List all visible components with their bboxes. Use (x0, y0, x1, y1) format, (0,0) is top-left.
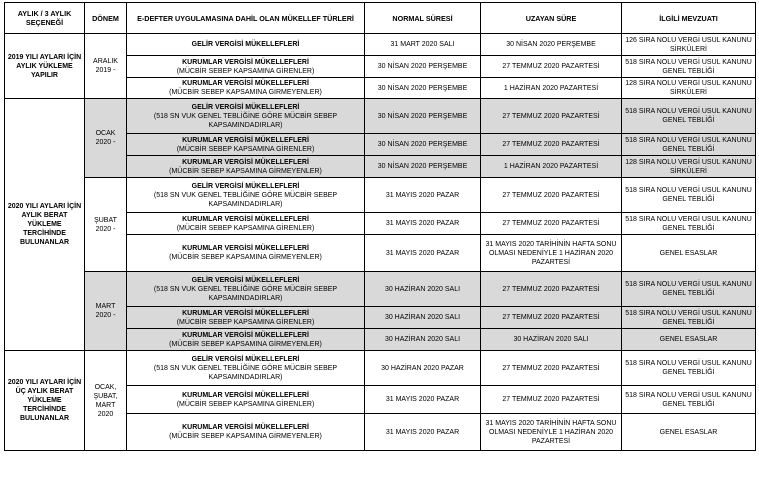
type-kurumlar: KURUMLAR VERGİSİ MÜKELLEFLERİ (182, 158, 309, 166)
legislation: 128 SIRA NOLU VERGİ USUL KANUNU SİRKÜLERİ (622, 78, 756, 99)
extended-date: 27 TEMMUZ 2020 PAZARTESİ (481, 178, 622, 213)
extended-date: 30 HAZİRAN 2020 SALI (481, 329, 622, 351)
type-note: (MÜCBİR SEBEP KAPSAMINA GİRENLER) (176, 67, 315, 75)
type-note: (518 SN VUK GENEL TEBLİĞİNE GÖRE MÜCBİR SEBEP (153, 285, 338, 293)
type-kurumlar: KURUMLAR VERGİSİ MÜKELLEFLERİ (182, 331, 309, 339)
type-kurumlar-cell (127, 78, 365, 99)
type-kurumlar-cell (127, 134, 365, 156)
legislation: 518 SIRA NOLU VERGİ USUL KANUNU GENEL TEBLİĞİ (622, 272, 756, 307)
extended-date: 27 TEMMUZ 2020 PAZARTESİ (481, 99, 622, 134)
normal-date: 30 NİSAN 2020 PERŞEMBE (365, 56, 481, 78)
type-kurumlar-cell (127, 307, 365, 329)
type-kurumlar-cell (127, 56, 365, 78)
table-row (5, 34, 756, 56)
header-secenek: AYLIK / 3 AYLIK SEÇENEĞİ (5, 3, 85, 34)
period-mart: MART 2020 - (85, 272, 127, 351)
normal-date: 30 HAZİRAN 2020 SALI (365, 307, 481, 329)
type-kurumlar-cell (127, 235, 365, 272)
type-note: (518 SN VUK GENEL TEBLİĞİNE GÖRE MÜCBİR SEBEP (153, 112, 338, 120)
legislation: 518 SIRA NOLU VERGİ USUL KANUNU GENEL TEBLİĞİ (622, 134, 756, 156)
type-gelir: GELİR VERGİSİ MÜKELLEFLERİ (191, 355, 300, 363)
table-row (5, 178, 756, 213)
type-note: (MÜCBİR SEBEP KAPSAMINA GİRENLER) (176, 400, 315, 408)
type-note: KAPSAMINDADIRLAR) (208, 200, 283, 208)
normal-date: 31 MAYIS 2020 PAZAR (365, 414, 481, 451)
type-note: (MÜCBİR SEBEP KAPSAMINA GİRMEYENLER) (169, 167, 322, 175)
normal-date: 31 MAYIS 2020 PAZAR (365, 235, 481, 272)
type-kurumlar-cell (127, 386, 365, 414)
type-note: (518 SN VUK GENEL TEBLİĞİNE GÖRE MÜCBİR SEBEP (153, 364, 338, 372)
legislation: 518 SIRA NOLU VERGİ USUL KANUNU GENEL TEBLİĞİ (622, 307, 756, 329)
type-kurumlar-cell (127, 213, 365, 235)
type-kurumlar: KURUMLAR VERGİSİ MÜKELLEFLERİ (182, 391, 309, 399)
type-kurumlar: KURUMLAR VERGİSİ MÜKELLEFLERİ (182, 245, 309, 252)
normal-date: 31 MAYIS 2020 PAZAR (365, 386, 481, 414)
extended-date: 27 TEMMUZ 2020 PAZARTESİ (481, 272, 622, 307)
normal-date: 30 NİSAN 2020 PERŞEMBE (365, 78, 481, 99)
type-kurumlar: KURUMLAR VERGİSİ MÜKELLEFLERİ (182, 136, 309, 144)
legislation: 518 SIRA NOLU VERGİ USUL KANUNU GENEL TEBLİĞİ (622, 99, 756, 134)
group-2020-uc-aylik: 2020 YILI AYLARI İÇİN ÜÇ AYLIK BERAT YÜKLEME TERCİHİNDE BULUNANLAR (5, 351, 85, 451)
type-kurumlar: KURUMLAR VERGİSİ MÜKELLEFLERİ (182, 215, 309, 223)
legislation: 128 SIRA NOLU VERGİ USUL KANUNU SİRKÜLERİ (622, 156, 756, 178)
type-note: (MÜCBİR SEBEP KAPSAMINA GİRMEYENLER) (169, 89, 322, 96)
extended-date: 27 TEMMUZ 2020 PAZARTESİ (481, 134, 622, 156)
extended-date: 27 TEMMUZ 2020 PAZARTESİ (481, 351, 622, 386)
group-2019: 2019 YILI AYLARI İÇİN AYLIK YÜKLEME YAPILIR (5, 34, 85, 99)
type-gelir-cell (127, 272, 365, 307)
period-ocak-subat-mart: OCAK, ŞUBAT, MART 2020 (85, 351, 127, 451)
type-gelir: GELİR VERGİSİ MÜKELLEFLERİ (191, 276, 300, 284)
period-aralik: ARALIK 2019 - (85, 34, 127, 99)
legislation: 518 SIRA NOLU VERGİ USUL KANUNU GENEL TEBLİĞİ (622, 351, 756, 386)
normal-date: 31 MAYIS 2020 PAZAR (365, 178, 481, 213)
legislation: GENEL ESASLAR (622, 329, 756, 351)
header-row (5, 3, 756, 34)
normal-date: 31 MAYIS 2020 PAZAR (365, 213, 481, 235)
header-uzayan: UZAYAN SÜRE (481, 3, 622, 34)
type-note: (MÜCBİR SEBEP KAPSAMINA GİRENLER) (176, 318, 315, 326)
type-kurumlar: KURUMLAR VERGİSİ MÜKELLEFLERİ (182, 58, 309, 66)
legislation: GENEL ESASLAR (622, 414, 756, 451)
type-gelir-cell (127, 178, 365, 213)
normal-date: 31 MART 2020 SALI (365, 34, 481, 56)
normal-date: 30 HAZİRAN 2020 PAZAR (365, 351, 481, 386)
type-note: KAPSAMINDADIRLAR) (208, 294, 283, 302)
type-gelir-cell (127, 99, 365, 134)
extended-date: 27 TEMMUZ 2020 PAZARTESİ (481, 56, 622, 78)
period-ocak: OCAK 2020 - (85, 99, 127, 178)
normal-date: 30 NİSAN 2020 PERŞEMBE (365, 156, 481, 178)
extended-date: 1 HAZİRAN 2020 PAZARTESİ (481, 156, 622, 178)
type-note: KAPSAMINDADIRLAR) (208, 121, 283, 129)
type-kurumlar-cell (127, 329, 365, 351)
header-normal: NORMAL SÜRESİ (365, 3, 481, 34)
extended-date: 31 MAYIS 2020 TARİHİNİN HAFTA SONU OLMASI NEDENİYLE 1 HAZİRAN 2020 PAZARTESİ (481, 414, 622, 451)
extended-date: 27 TEMMUZ 2020 PAZARTESİ (481, 307, 622, 329)
extended-date: 1 HAZİRAN 2020 PAZARTESİ (481, 78, 622, 99)
type-note: (MÜCBİR SEBEP KAPSAMINA GİRMEYENLER) (169, 340, 322, 348)
type-note: (518 SN VUK GENEL TEBLİĞİNE GÖRE MÜCBİR SEBEP (153, 191, 338, 199)
legislation: 518 SIRA NOLU VERGİ USUL KANUNU GENEL TEBLİĞİ (622, 386, 756, 414)
type-note: (MÜCBİR SEBEP KAPSAMINA GİRENLER) (176, 224, 315, 232)
legislation: 126 SIRA NOLU VERGİ USUL KANUNU SİRKÜLERİ (622, 34, 756, 56)
type-gelir: GELİR VERGİSİ MÜKELLEFLERİ (191, 103, 300, 111)
type-kurumlar: KURUMLAR VERGİSİ MÜKELLEFLERİ (182, 424, 309, 431)
type-note: (MÜCBİR SEBEP KAPSAMINA GİRMEYENLER) (169, 254, 322, 261)
header-turler: E-DEFTER UYGULAMASINA DAHİL OLAN MÜKELLEF TÜRLERİ (127, 3, 365, 34)
type-gelir: GELİR VERGİSİ MÜKELLEFLERİ (127, 34, 365, 56)
table-row (5, 99, 756, 134)
legislation: 518 SIRA NOLU VERGİ USUL KANUNU GENEL TEBLİĞİ (622, 178, 756, 213)
type-note: KAPSAMINDADIRLAR) (208, 373, 283, 381)
e-defter-deadline-table (4, 2, 756, 451)
deadline-table-wrapper (4, 2, 755, 490)
legislation: 518 SIRA NOLU VERGİ USUL KANUNU GENEL TEBLİĞİ (622, 56, 756, 78)
type-kurumlar-cell (127, 414, 365, 451)
header-mevzuat: İLGİLİ MEVZUATI (622, 3, 756, 34)
extended-date: 30 NİSAN 2020 PERŞEMBE (481, 34, 622, 56)
type-note: (MÜCBİR SEBEP KAPSAMINA GİRENLER) (176, 145, 315, 153)
type-note: (MÜCBİR SEBEP KAPSAMINA GİRMEYENLER) (169, 433, 322, 440)
table-row (5, 351, 756, 386)
normal-date: 30 NİSAN 2020 PERŞEMBE (365, 134, 481, 156)
normal-date: 30 HAZİRAN 2020 SALI (365, 329, 481, 351)
extended-date: 27 TEMMUZ 2020 PAZARTESİ (481, 386, 622, 414)
type-kurumlar: KURUMLAR VERGİSİ MÜKELLEFLERİ (182, 309, 309, 317)
extended-date: 27 TEMMUZ 2020 PAZARTESİ (481, 213, 622, 235)
normal-date: 30 HAZİRAN 2020 SALI (365, 272, 481, 307)
period-subat: ŞUBAT 2020 - (85, 178, 127, 272)
normal-date: 30 NİSAN 2020 PERŞEMBE (365, 99, 481, 134)
type-gelir: GELİR VERGİSİ MÜKELLEFLERİ (191, 182, 300, 190)
type-gelir-cell (127, 351, 365, 386)
type-kurumlar: KURUMLAR VERGİSİ MÜKELLEFLERİ (182, 80, 309, 87)
group-2020-aylik: 2020 YILI AYLARI İÇİN AYLIK BERAT YÜKLEME TERCİHİNDE BULUNANLAR (5, 99, 85, 351)
type-kurumlar-cell (127, 156, 365, 178)
extended-date: 31 MAYIS 2020 TARİHİNİN HAFTA SONU OLMASI NEDENİYLE 1 HAZİRAN 2020 PAZARTESİ (481, 235, 622, 272)
legislation: GENEL ESASLAR (622, 235, 756, 272)
legislation: 518 SIRA NOLU VERGİ USUL KANUNU GENEL TEBLİĞİ (622, 213, 756, 235)
table-row (5, 272, 756, 307)
header-donem: DÖNEM (85, 3, 127, 34)
